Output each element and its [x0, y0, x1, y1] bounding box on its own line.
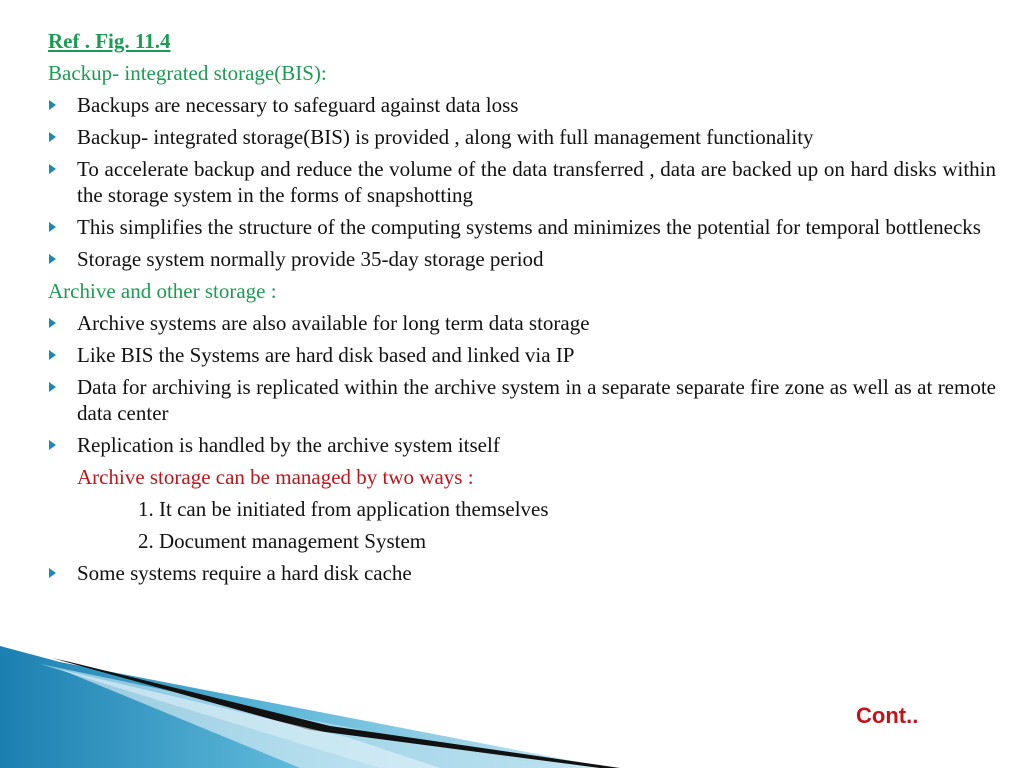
bullet-text: To accelerate backup and reduce the volume of the data transferred , data are backed up on hard disks within the storage system in the forms of snapshotting — [77, 157, 996, 207]
numbered-item: 2. Document management System — [138, 529, 427, 553]
triangle-right-icon — [49, 440, 56, 450]
section-heading-bis: Backup- integrated storage(BIS): — [48, 61, 327, 85]
bullet-text: Storage system normally provide 35-day storage period — [77, 247, 544, 271]
bullet-item — [48, 432, 996, 458]
triangle-right-icon — [49, 350, 56, 360]
bullet-text: Archive systems are also available for long term data storage — [77, 311, 590, 335]
bullet-item — [48, 214, 996, 240]
bullet-text: Replication is handled by the archive system itself — [77, 433, 500, 457]
bullet-text: Data for archiving is replicated within the archive system in a separate separate fire zone as well as at remote data center — [77, 375, 996, 425]
bullet-item — [48, 342, 996, 368]
bullet-item — [48, 92, 996, 118]
slide-content — [48, 28, 996, 592]
bullet-item — [48, 124, 996, 150]
triangle-right-icon — [49, 254, 56, 264]
figure-reference: Ref . Fig. 11.4 — [48, 29, 171, 53]
triangle-right-icon — [49, 318, 56, 328]
bullet-item — [48, 560, 996, 586]
continued-label: Cont.. — [856, 703, 919, 728]
bullet-item — [48, 310, 996, 336]
bullet-text: This simplifies the structure of the computing systems and minimizes the potential for temporal bottlenecks — [77, 215, 981, 239]
triangle-right-icon — [49, 382, 56, 392]
bullet-text: Backups are necessary to safeguard against data loss — [77, 93, 519, 117]
section-heading-archive: Archive and other storage : — [48, 279, 277, 303]
bullet-item — [48, 374, 996, 426]
triangle-right-icon — [49, 568, 56, 578]
archive-ways-subheading: Archive storage can be managed by two ways : — [77, 465, 474, 489]
bullet-item — [48, 246, 996, 272]
triangle-right-icon — [49, 132, 56, 142]
bullet-item — [48, 156, 996, 208]
triangle-right-icon — [49, 100, 56, 110]
numbered-item: 1. It can be initiated from application themselves — [138, 497, 549, 521]
bullet-text: Like BIS the Systems are hard disk based and linked via IP — [77, 343, 575, 367]
bullet-text: Backup- integrated storage(BIS) is provided , along with full management functionality — [77, 125, 814, 149]
triangle-right-icon — [49, 164, 56, 174]
bullet-text: Some systems require a hard disk cache — [77, 561, 412, 585]
triangle-right-icon — [49, 222, 56, 232]
